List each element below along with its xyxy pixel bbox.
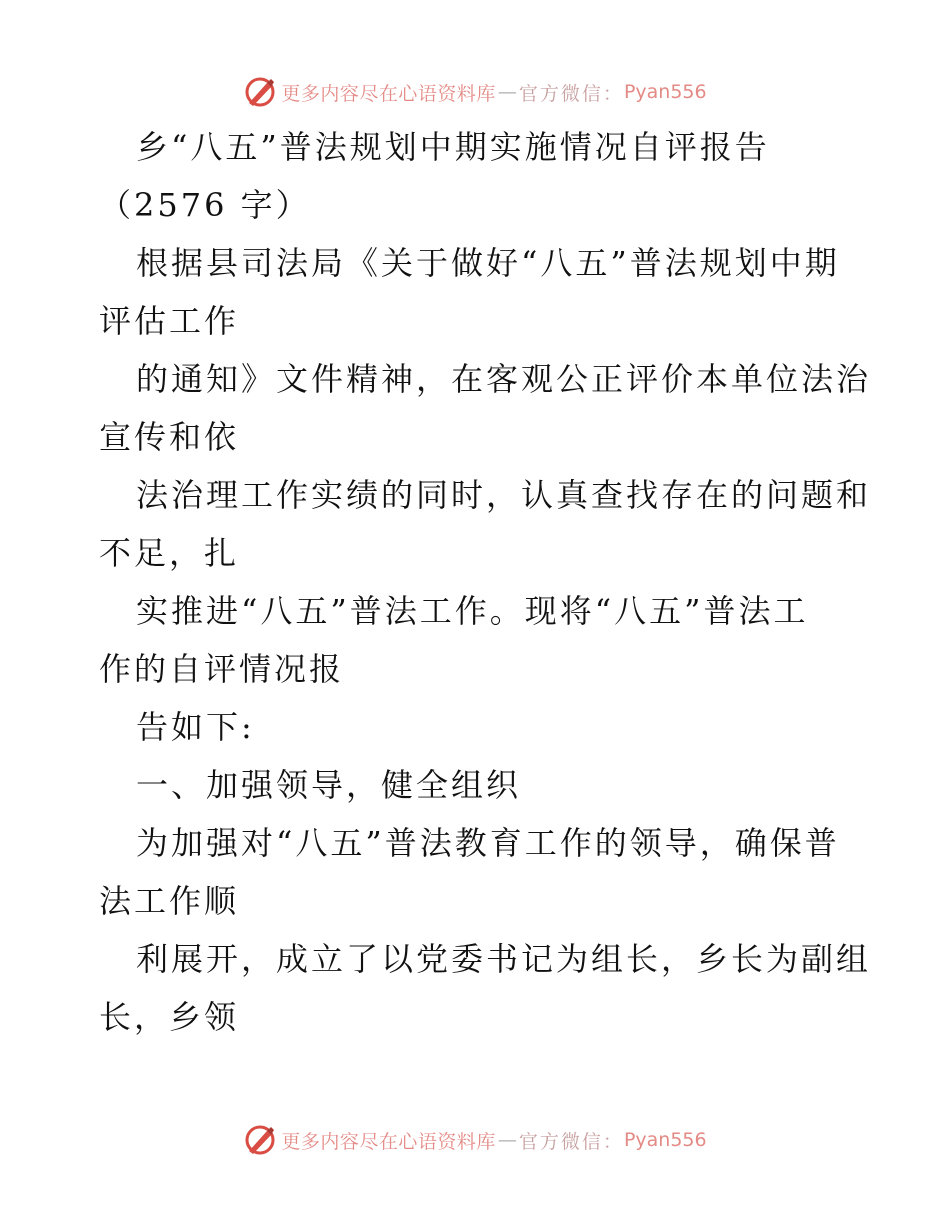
- pen-logo-icon: [243, 75, 277, 109]
- watermark-main-text: 更多内容尽在心语资料库: [281, 82, 496, 105]
- header-watermark: [0, 72, 950, 112]
- paragraph-line: 长，乡领: [99, 998, 240, 1036]
- section-heading: 一、加强领导，健全组织: [136, 766, 522, 804]
- paragraph-line: 不足，扎: [99, 534, 240, 572]
- word-count: （2576 字）: [99, 186, 311, 224]
- watermark-wechat-id: Pyan556: [623, 81, 707, 103]
- watermark-wechat-label: 官方微信：: [518, 1130, 624, 1153]
- paragraph-line: 实推进“八五”普法工作。现将“八五”普法工: [136, 592, 809, 630]
- paragraph-line: 评估工作: [99, 302, 240, 340]
- paragraph-line: 的通知》文件精神，在客观公正评价本单位法治: [136, 360, 872, 398]
- paragraph-line: 告如下:: [136, 708, 255, 746]
- watermark-dash: —: [497, 1129, 517, 1151]
- paragraph-line: 为加强对“八五”普法教育工作的领导，确保普: [136, 824, 840, 862]
- paragraph-line: 宣传和依: [99, 418, 240, 456]
- paragraph-line: 作的自评情况报: [99, 650, 345, 688]
- document-title: 乡“八五”普法规划中期实施情况自评报告: [136, 128, 770, 166]
- watermark-wechat-label: 官方微信：: [518, 82, 624, 105]
- footer-watermark: [0, 1120, 950, 1160]
- pen-logo-icon: [243, 1123, 277, 1157]
- paragraph-line: 法治理工作实绩的同时，认真查找存在的问题和: [136, 476, 872, 514]
- paragraph-line: 法工作顺: [99, 882, 240, 920]
- paragraph-line: 根据县司法局《关于做好“八五”普法规划中期: [136, 244, 840, 282]
- paragraph-line: 利展开，成立了以党委书记为组长，乡长为副组: [136, 940, 872, 978]
- document-body: [99, 118, 872, 1046]
- watermark-wechat-id: Pyan556: [623, 1129, 707, 1151]
- watermark-dash: —: [497, 81, 517, 103]
- watermark-main-text: 更多内容尽在心语资料库: [281, 1130, 496, 1153]
